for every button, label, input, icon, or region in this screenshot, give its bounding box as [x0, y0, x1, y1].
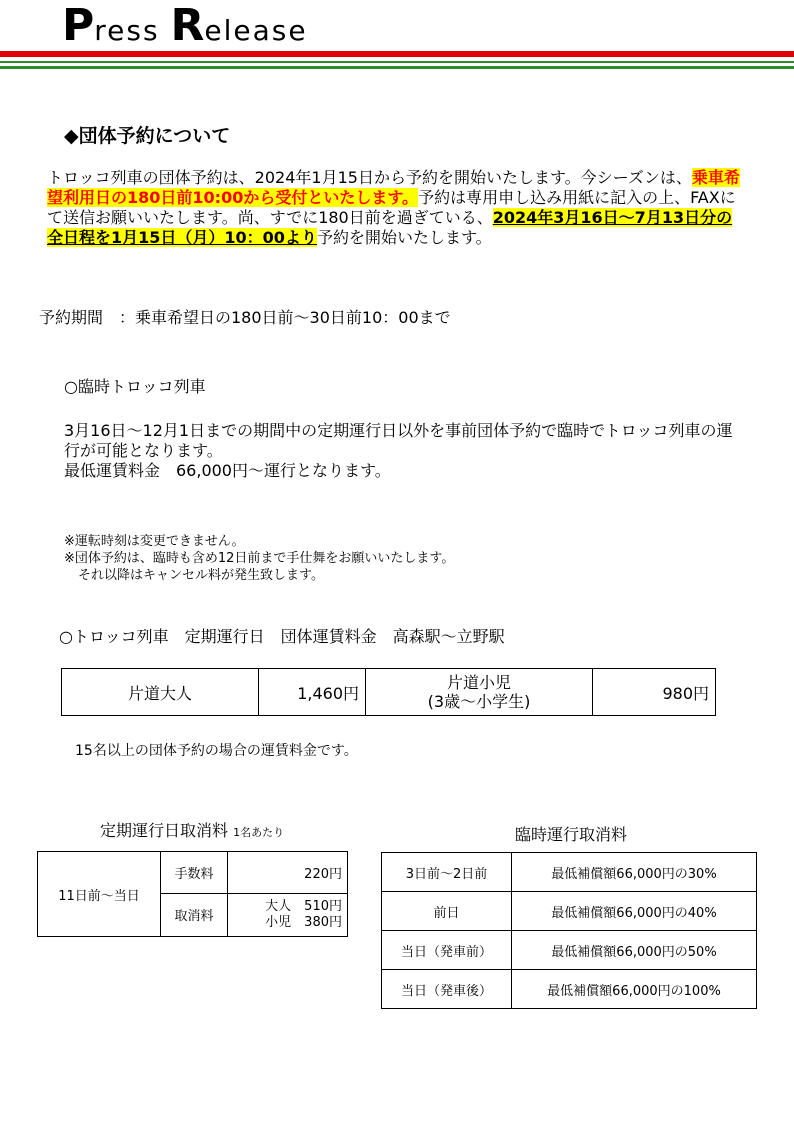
reservation-period: 予約期間 ：乗車希望日の180日前～30日前10：00まで	[39, 308, 451, 327]
fare-note: 15名以上の団体予約の場合の運賃料金です。	[75, 743, 358, 759]
rinji-cancel-table	[381, 852, 757, 1009]
table-row: 当日（発車前） 最低補償額66,000円の50%	[382, 931, 757, 970]
press-release-title: Press Release	[62, 0, 308, 51]
cancel-values: 大人 510円 小児 380円	[228, 893, 348, 936]
table-row: 当日（発車後） 最低補償額66,000円の100%	[382, 970, 757, 1009]
adult-label: 片道大人	[62, 669, 259, 716]
child-label: 片道小児 (3歳～小学生)	[366, 669, 593, 716]
cancel-period: 11日前～当日	[38, 852, 161, 937]
fee-value: 220円	[228, 852, 348, 894]
rinji-heading: ○臨時トロッコ列車	[64, 377, 206, 396]
header-green-rule-2	[0, 66, 794, 69]
adult-price: 1,460円	[259, 669, 366, 716]
highlight-reception: 乗車希望利用日の180日前10:00から受付といたします。	[47, 168, 740, 207]
rinji-cancel-heading: 臨時運行取消料	[515, 825, 628, 844]
highlight-dates: 2024年3月16日～7月13日分の全日程を1月15日（月）10：00より	[47, 208, 733, 247]
child-price: 980円	[593, 669, 716, 716]
table-row: 3日前～2日前 最低補償額66,000円の30%	[382, 853, 757, 892]
regular-cancel-heading: 定期運行日取消料 1名あたり	[100, 821, 285, 840]
section-heading: ◆団体予約について	[64, 125, 231, 147]
header-red-rule	[0, 51, 794, 57]
fare-heading: ○トロッコ列車 定期運行日 団体運賃料金 高森駅～立野駅	[59, 627, 505, 646]
header-green-rule	[0, 61, 794, 63]
fee-label: 手数料	[161, 852, 228, 894]
intro-paragraph: トロッコ列車の団体予約は、2024年1月15日から予約を開始いたします。今シーズンは、乗車希望利用日の180日前10:00から受付といたします。予約は専用申し込み用紙に記入の上、FAXにて送信お願いいたします。尚、すでに180日前を過ぎている、2024年3月16日～7月13日分の全日程を1月15日（月）10：00より予約を開始いたします。	[47, 168, 740, 247]
cancel-label: 取消料	[161, 893, 228, 936]
regular-cancel-table	[37, 851, 348, 937]
table-row: 前日 最低補償額66,000円の40%	[382, 892, 757, 931]
fare-table	[61, 668, 716, 716]
notes: ※運転時刻は変更できません。 ※団体予約は、臨時も含め12日前まで手仕舞をお願いいたします。 それ以降はキャンセル料が発生致します。	[64, 534, 455, 583]
rinji-paragraph: 3月16日～12月1日までの期間中の定期運行日以外を事前団体予約で臨時でトロッコ列車の運行が可能となります。 最低運賃料金 66,000円～運行となります。	[64, 421, 733, 480]
